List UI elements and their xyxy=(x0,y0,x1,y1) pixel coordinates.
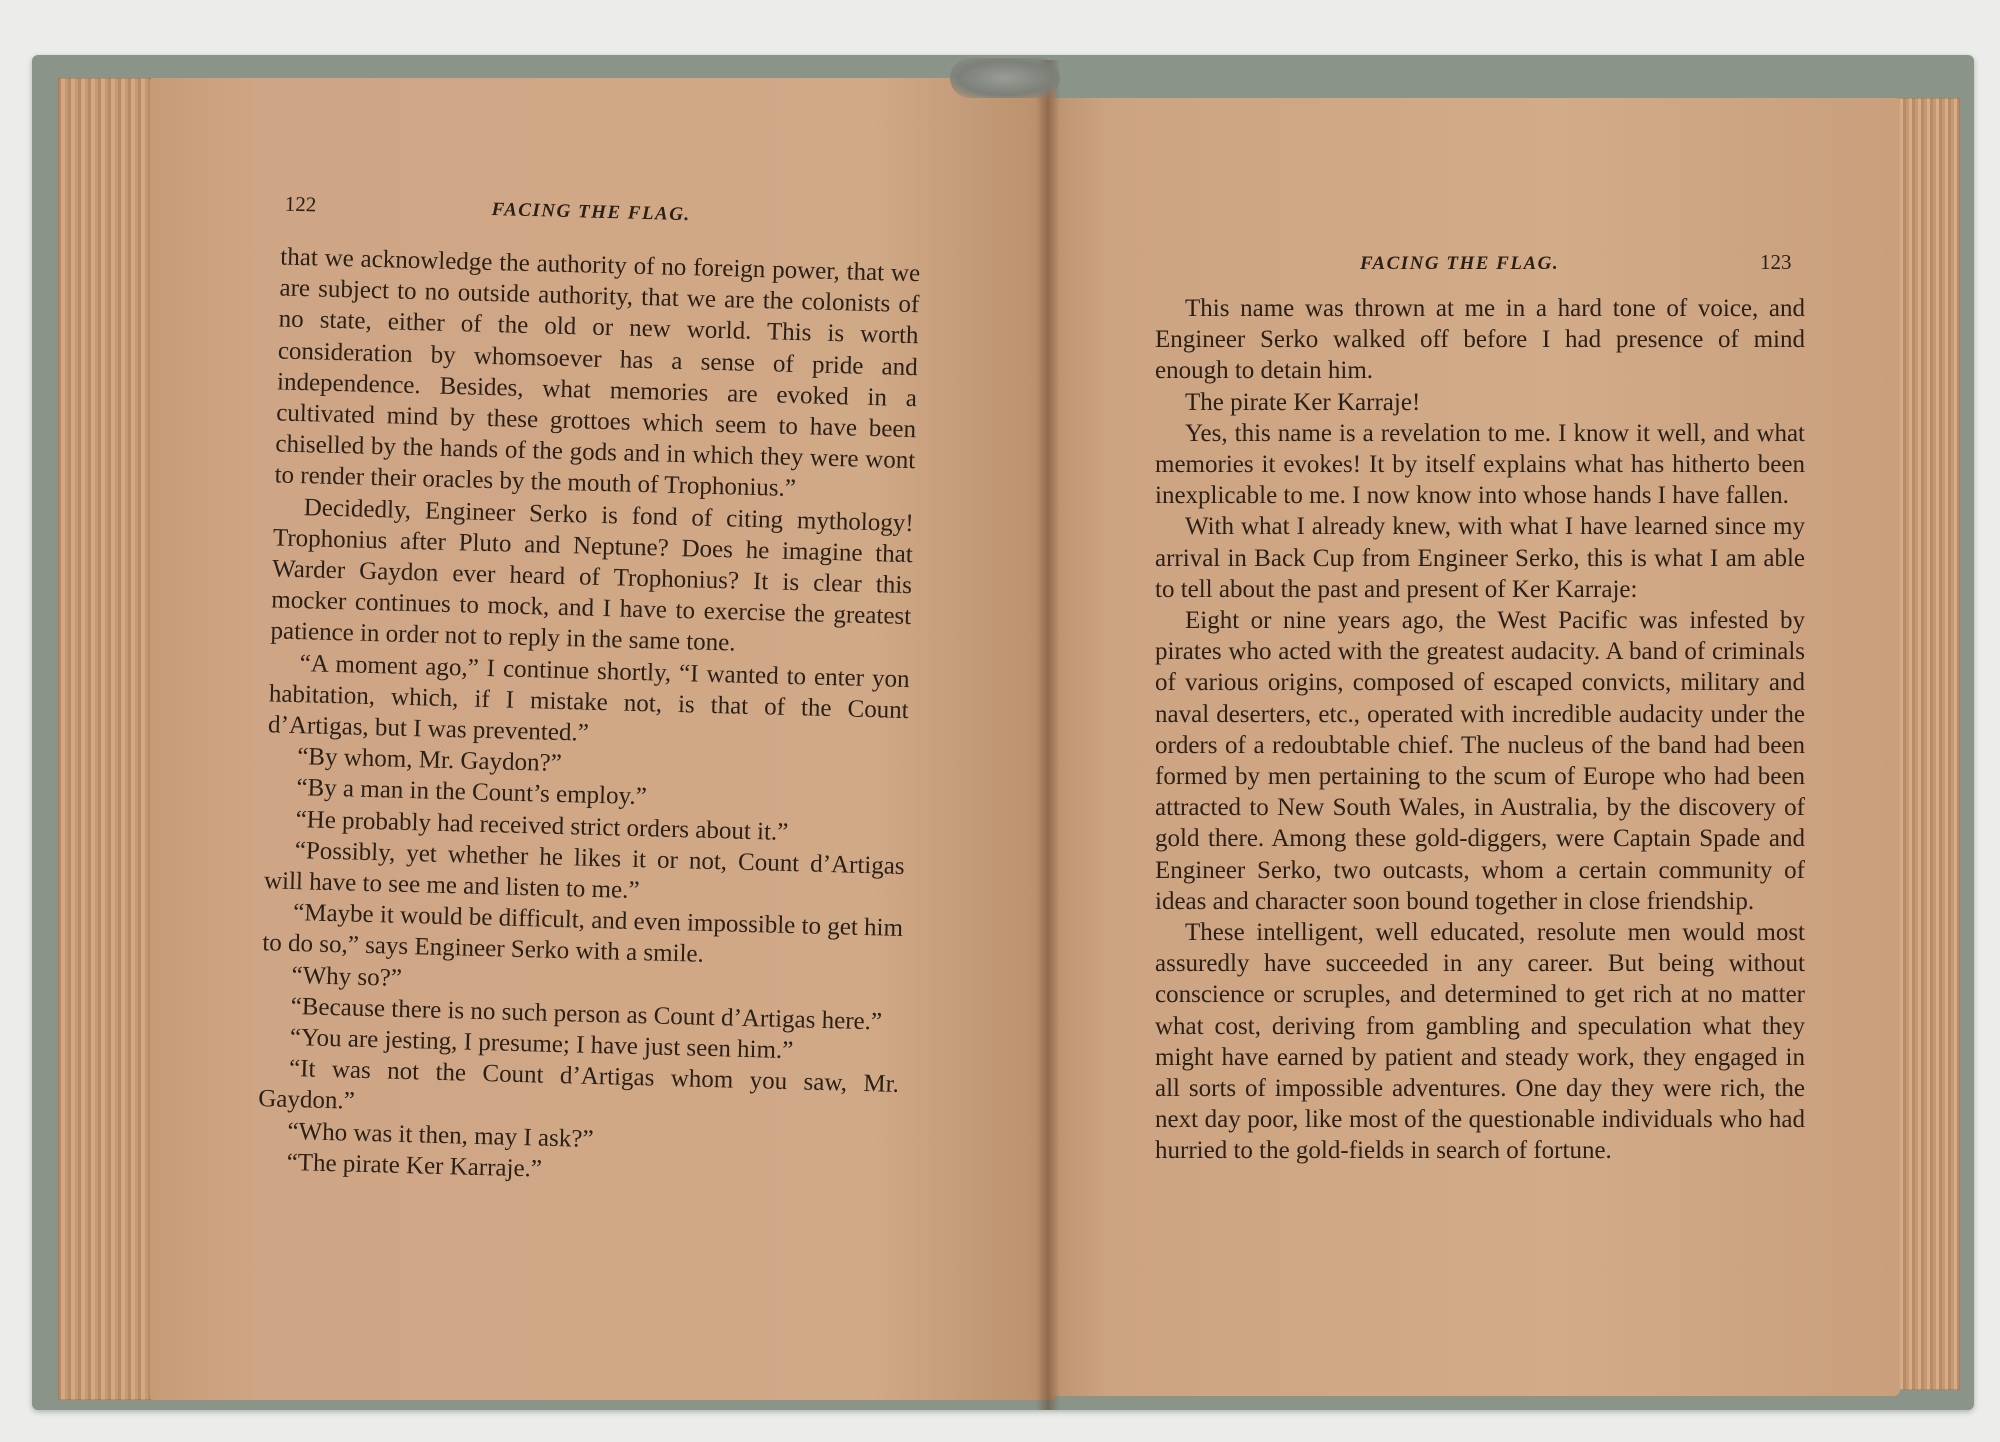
left-running-head: FACING THE FLAG. xyxy=(491,198,691,226)
paragraph: With what I already knew, with what I have learned since my arrival in Back Cup from Engineer Serko, this is what I am able to tell about the past and present of Ker Karraje: xyxy=(1155,513,1805,603)
paragraph: “Why so?” xyxy=(291,961,403,992)
paragraph: “Because there is no such person as Count d’Artigas here.” xyxy=(290,992,883,1036)
paragraph: “He probably had received strict orders about it.” xyxy=(295,805,789,846)
right-page xyxy=(1040,98,1900,1396)
paragraph: Decidedly, Engineer Serko is fond of citing mythology! Trophonius after Pluto and Neptune? Does he imagine that Warder Gaydon ever heard of Trophonius? It is clear this mocker continues to mock, and I have to exercise the greatest patience in order not to reply in the same tone. xyxy=(270,493,914,657)
left-page xyxy=(150,78,1055,1400)
paragraph: “A moment ago,” I continue shortly, “I wanted to enter yon habitation, which, if I mistake not, is that of the Count d’Artigas, but I was prevented.” xyxy=(267,649,910,747)
book-headband xyxy=(950,58,1060,98)
left-page-number: 122 xyxy=(284,191,317,217)
left-text-block xyxy=(256,241,920,1194)
paragraph: that we acknowledge the authority of no foreign power, that we are subject to no outside authority, that we are the colonists of no state, either of the old or new world. This is worth consideration by whomsoever has a sense of pride and independence. Besides, what memories are evoked in a cultivated mind by these grottoes which seem to have been chiselled by the hands of the gods and in which they were wont to render their oracles by the mouth of Trophonius.” xyxy=(274,243,921,503)
paragraph: Yes, this name is a revelation to me. I know it well, and what memories it evokes! It by itself explains what has hitherto been inexplicable to me. I now know into whose hands I have fallen. xyxy=(1155,419,1805,510)
paragraph: “It was not the Count d’Artigas whom you saw, Mr. Gaydon.” xyxy=(257,1055,900,1116)
paragraph: “Who was it then, may I ask?” xyxy=(287,1117,594,1153)
paragraph: “Possibly, yet whether he likes it or not, Count d’Artigas will have to see me and listen to me.” xyxy=(263,836,905,905)
paragraph: Eight or nine years ago, the West Pacific was infested by pirates who acted with the greatest audacity. A band of criminals of various origins, composed of escaped convicts, military and naval deserters, etc., operated with incredible audacity under the orders of a redoubtable chief. The nucleus of the band had been formed by men pertaining to the scum of Europe who had been attracted to New South Wales, in Australia, by the discovery of gold there. Among these gold-diggers, were Captain Spade and Engineer Serko, two outcasts, whom a certain community of ideas and character soon bound together in close friendship. xyxy=(1155,607,1805,915)
paragraph: The pirate Ker Karraje! xyxy=(1185,388,1421,416)
paragraph: “You are jesting, I presume; I have just seen him.” xyxy=(289,1024,794,1065)
right-text-block xyxy=(1155,293,1805,1167)
book-gutter xyxy=(1036,60,1060,1410)
paragraph: “The pirate Ker Karraje.” xyxy=(286,1148,543,1183)
right-page-number: 123 xyxy=(1760,250,1792,274)
paragraph: “By whom, Mr. Gaydon?” xyxy=(296,743,563,778)
paragraph: These intelligent, well educated, resolute men would most assuredly have succeeded in any career. But being without conscience or scruples, and determined to get rich at no matter what cost, deriving from gambling and speculation what they might have earned by patient and steady work, they engaged in all sorts of impossible adventures. One day they were rich, the next day poor, like most of the questionable individuals who had hurried to the gold-fields in search of fortune. xyxy=(1155,919,1805,1165)
paragraph: “Maybe it would be difficult, and even impossible to get him to do so,” says Engineer Serko with a smile. xyxy=(262,899,904,969)
paragraph: This name was thrown at me in a hard tone of voice, and Engineer Serko walked off before I had presence of mind enough to detain him. xyxy=(1155,295,1805,385)
paragraph: “By a man in the Count’s employ.” xyxy=(296,774,648,811)
right-running-head: FACING THE FLAG. xyxy=(1360,253,1560,274)
